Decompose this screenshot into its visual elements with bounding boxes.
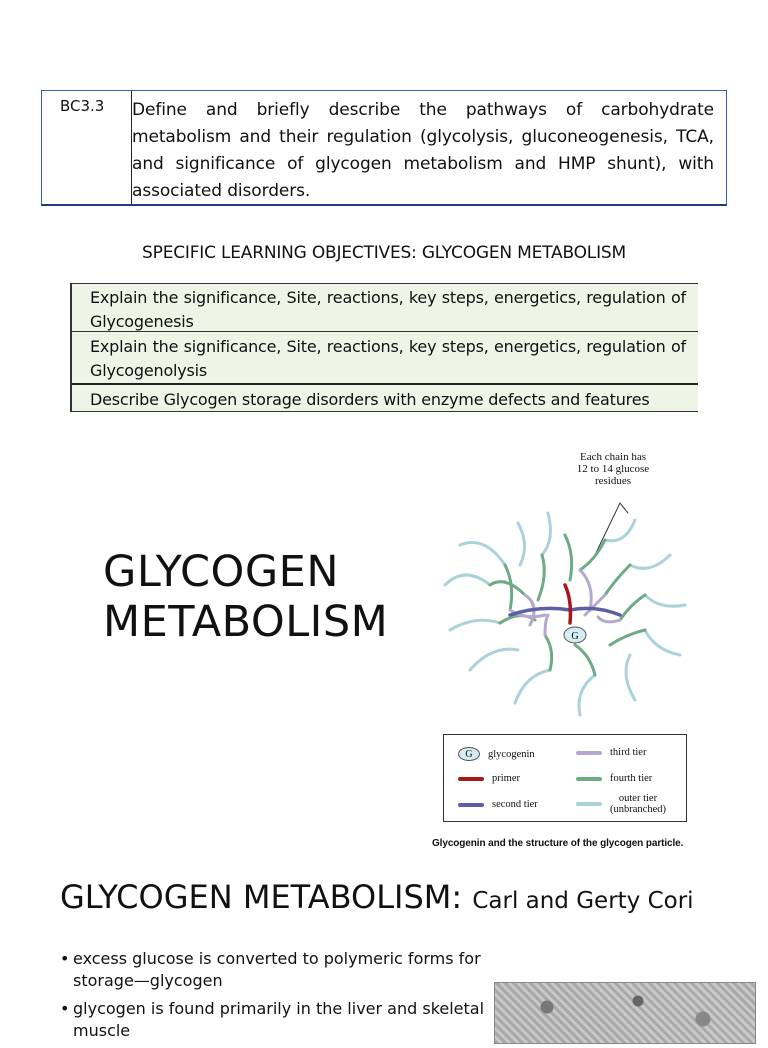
bullet-list <box>60 948 490 1048</box>
outer-tier-chain <box>515 670 550 703</box>
third-tier-swatch <box>576 751 602 755</box>
glycogenin-icon: G <box>458 747 480 761</box>
legend-label <box>610 793 666 815</box>
outer-tier-chain <box>450 620 500 630</box>
competency-description: Define and briefly describe the pathways of carbohydrate metabolism and their regulation (glycolysis, gluconeogenesis, TCA, and significance of glycogen metabolism and HMP shunt), with associated disorders. <box>132 100 714 201</box>
objective-row: Explain the significance, Site, reactions, key steps, energetics, regulation of Glycogenesis <box>72 283 698 332</box>
slide-title <box>103 547 388 647</box>
outer-tier-chain <box>645 595 685 606</box>
legend-label-line: outer tier <box>618 793 658 804</box>
outer-tier-swatch <box>576 802 602 806</box>
chain-note-line: residues <box>594 475 632 487</box>
objective-row: Explain the significance, Site, reactions, key steps, energetics, regulation of Glycogenolysis <box>72 333 698 385</box>
legend-label: primer <box>492 773 520 784</box>
slide-title-line: GLYCOGEN <box>103 547 340 597</box>
figure-caption: Glycogenin and the structure of the glycogen particle. <box>432 838 684 849</box>
fourth-tier-chain <box>620 595 645 620</box>
competency-table <box>41 90 727 206</box>
outer-tier-chain <box>518 523 525 565</box>
glycogenin-label: G <box>571 631 579 642</box>
fourth-tier-chain <box>545 635 552 670</box>
primer-chain <box>565 585 570 623</box>
fourth-tier-swatch <box>576 777 602 781</box>
outer-tier-chain <box>542 513 550 555</box>
legend-glycogenin <box>458 747 535 761</box>
fourth-tier-chain <box>538 555 544 600</box>
legend-label: third tier <box>610 747 647 758</box>
competency-code: BC3.3 <box>42 91 132 204</box>
legend-outer-tier <box>576 793 666 815</box>
outer-tier-chain <box>645 630 680 655</box>
legend-third-tier <box>576 747 646 758</box>
pointer-line <box>595 503 620 555</box>
fourth-tier-chain <box>605 565 630 595</box>
micrograph-image <box>494 982 756 1044</box>
legend-second-tier <box>458 799 538 810</box>
section-title-sub: Carl and Gerty Cori <box>472 888 694 914</box>
outer-tier-chain <box>605 520 635 541</box>
second-tier-chain <box>510 608 570 615</box>
outer-tier-chain <box>630 555 670 568</box>
fourth-tier-chain <box>490 582 525 595</box>
legend-label: second tier <box>492 799 538 810</box>
fourth-tier-chain <box>575 645 595 675</box>
fourth-tier-chain <box>505 565 512 610</box>
chain-note-line: Each chain has <box>580 451 646 463</box>
third-tier-chain <box>585 595 605 615</box>
outer-tier-chain <box>626 655 635 700</box>
section-title <box>60 880 700 920</box>
diagram-legend <box>443 734 687 822</box>
legend-label: fourth tier <box>610 773 653 784</box>
slo-heading: SPECIFIC LEARNING OBJECTIVES: GLYCOGEN METABOLISM <box>142 243 626 263</box>
legend-label-line: (unbranched) <box>610 804 666 815</box>
third-tier-chain <box>545 615 548 635</box>
third-tier-chain <box>580 570 591 610</box>
legend-fourth-tier <box>576 773 652 784</box>
outer-tier-chain <box>445 575 490 585</box>
legend-primer <box>458 773 520 784</box>
second-tier-swatch <box>458 803 484 807</box>
third-tier-chain <box>598 617 620 622</box>
pointer-line <box>620 503 628 513</box>
objectives-table <box>70 283 698 412</box>
bullet-item: • glycogen is found primarily in the liver and skeletal muscle <box>60 998 490 1042</box>
primer-swatch <box>458 777 484 781</box>
fourth-tier-chain <box>580 540 605 570</box>
objective-row: Describe Glycogen storage disorders with enzyme defects and features <box>72 386 698 412</box>
outer-tier-chain <box>470 649 518 670</box>
section-title-main: GLYCOGEN METABOLISM: <box>60 878 473 916</box>
legend-label: glycogenin <box>488 748 535 760</box>
fourth-tier-chain <box>610 630 645 645</box>
chain-note-line: 12 to 14 glucose <box>576 463 650 475</box>
second-tier-chain <box>570 608 620 615</box>
glycogen-particle-diagram <box>430 445 700 725</box>
outer-tier-chain <box>579 675 595 715</box>
bullet-item: • excess glucose is converted to polymeric forms for storage—glycogen <box>60 948 490 992</box>
outer-tier-chain <box>460 543 505 566</box>
slide-title-line: METABOLISM <box>103 597 389 647</box>
fourth-tier-chain <box>565 535 572 580</box>
